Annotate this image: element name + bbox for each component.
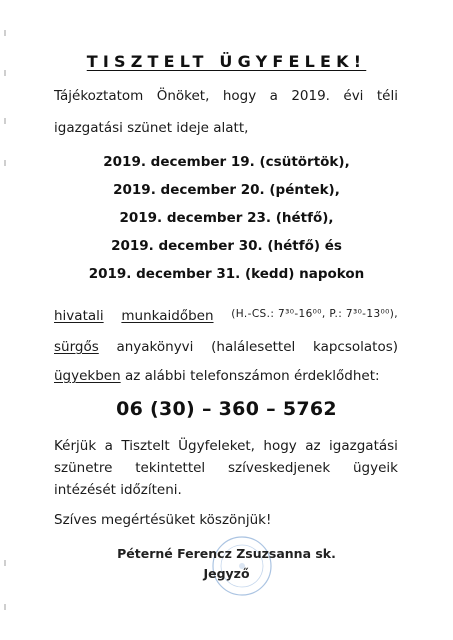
signature-name: Péterné Ferencz Zsuzsanna sk. [117,546,336,561]
request-line-2 [54,460,398,476]
urgent-word: anyakönyvi [116,339,194,355]
intro-word: hogy [222,88,257,104]
cases-line [54,368,380,384]
request-word: hogy [263,438,297,454]
request-word: a [104,438,113,454]
scan-edge-marks [4,0,7,640]
request-line-3: intézését időzíteni. [54,482,182,498]
urgent-word: kapcsolatos) [312,339,398,355]
date-item: 2019. december 30. (hétfő) és [111,238,342,254]
urgent-line [54,339,398,355]
request-word: az [305,438,321,454]
intro-word: évi [343,88,364,104]
request-word: tekintettel [135,460,206,476]
office-hours-line [54,308,398,324]
request-word: szünetre [54,460,113,476]
intro-word: Önöket, [156,88,210,104]
request-word: Ügyfeleket, [178,438,255,454]
intro-word: Tájékoztatom [54,88,144,104]
office-hours-prefix: hivatali [54,308,104,324]
request-word: Tisztelt [121,438,170,454]
intro-word: a [269,88,278,104]
request-word: szíveskedjenek [228,460,331,476]
request-word: ügyeik [353,460,398,476]
intro-word: téli [376,88,398,104]
urgent-word: sürgős [54,339,99,355]
intro-line-1 [54,88,398,104]
cases-word: ügyekben [54,368,121,384]
cases-rest: az alábbi telefonszámon érdeklődhet: [124,368,380,384]
office-hours-word: munkaidőben [121,308,214,324]
request-word: Kérjük [54,438,97,454]
request-word: igazgatási [329,438,398,454]
phone-number: 06 (30) – 360 – 5762 [116,398,337,420]
date-item: 2019. december 19. (csütörtök), [103,154,350,170]
date-item: 2019. december 20. (péntek), [113,182,340,198]
signature-title: Jegyző [203,566,250,581]
thanks-line: Szíves megértésüket köszönjük! [54,512,272,528]
notice-title: TISZTELT ÜGYFELEK! [86,52,367,71]
intro-word: 2019. [291,88,330,104]
urgent-word: (halálesettel [211,339,296,355]
date-item: 2019. december 23. (hétfő), [119,210,334,226]
date-item: 2019. december 31. (kedd) napokon [88,266,365,282]
office-hours-times: (H.-CS.: 7³⁰-16⁰⁰, P.: 7³⁰-13⁰⁰), [231,308,398,320]
intro-line-2: igazgatási szünet ideje alatt, [54,120,249,136]
request-line-1 [54,438,398,454]
